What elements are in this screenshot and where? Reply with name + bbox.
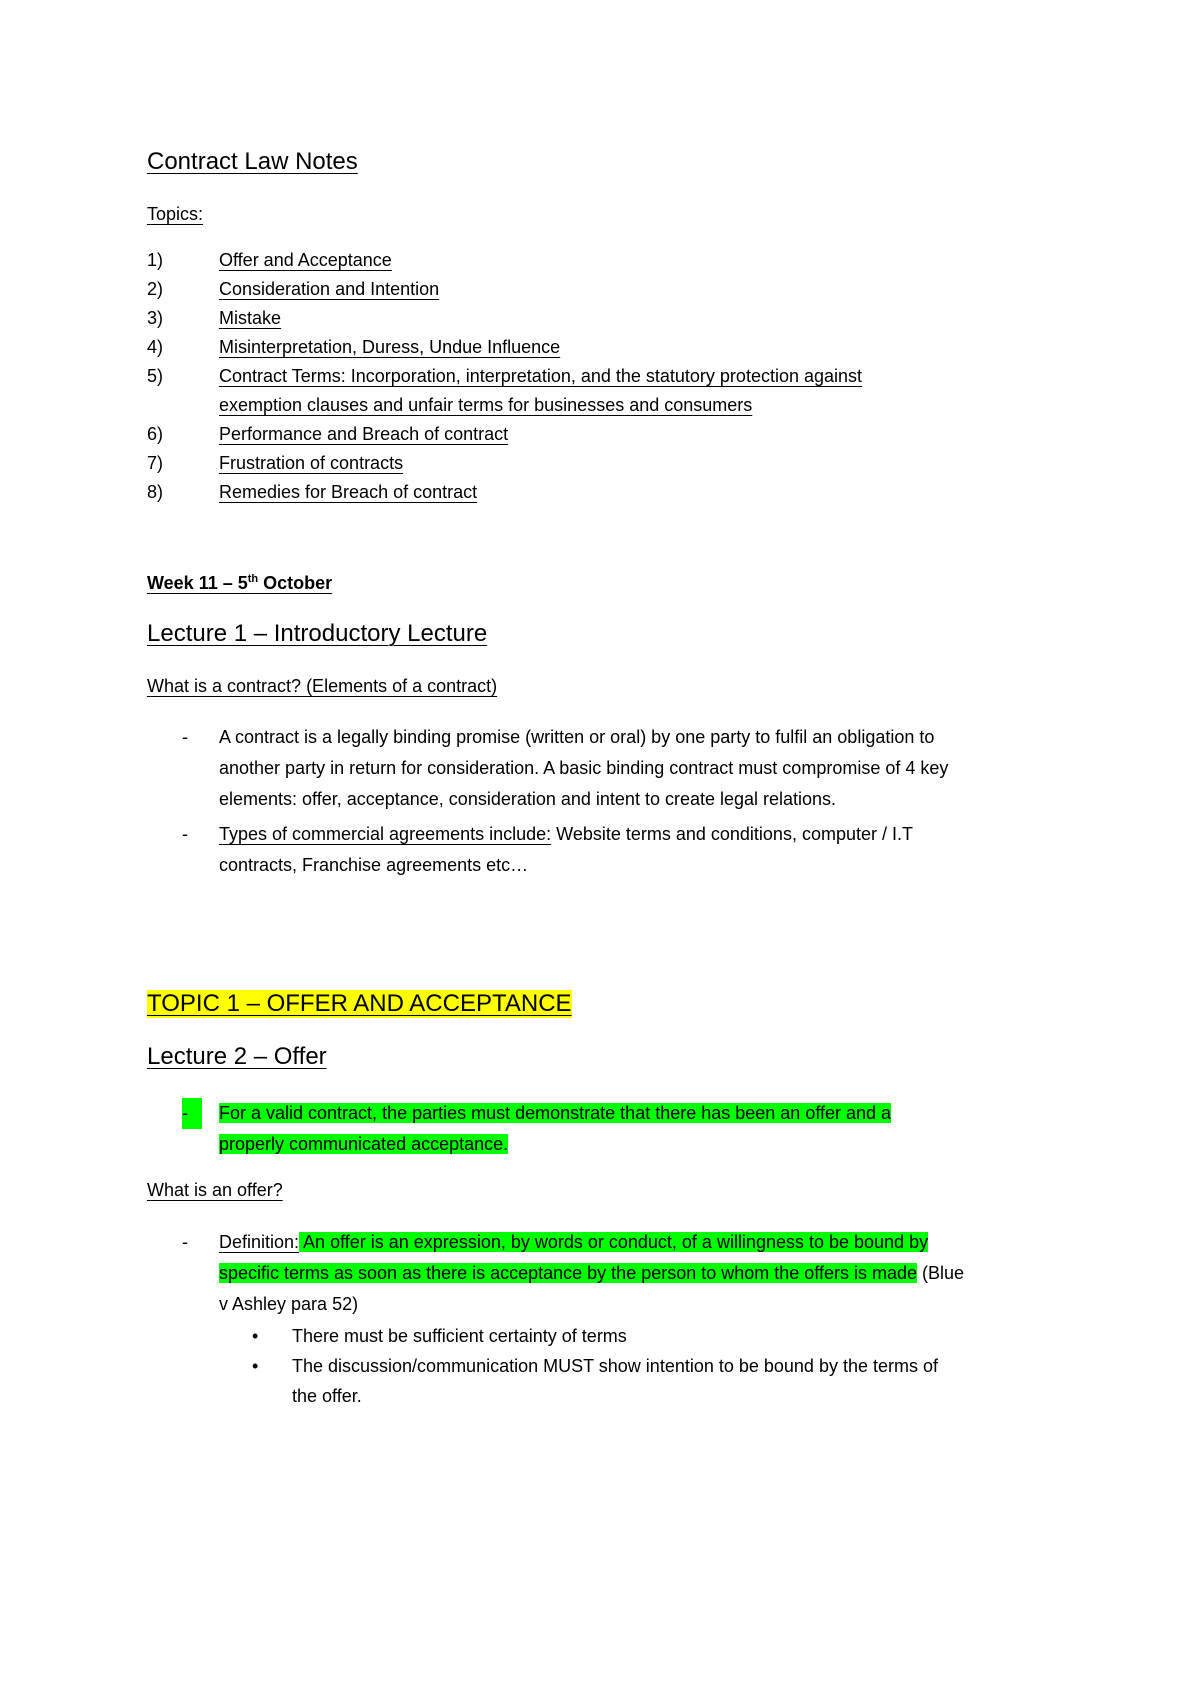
topic-text: Consideration and Intention — [219, 279, 440, 299]
bullet-text — [219, 1098, 1200, 1160]
list-item-text: The discussion/communication MUST show intention to be bound by the terms of — [292, 1356, 938, 1376]
bullet-dash: - — [182, 824, 188, 844]
topic-text: Mistake — [219, 308, 282, 328]
topic-number: 8) — [147, 482, 164, 502]
definition-highlight: specific terms as soon as there is acceptance by the person to whom the offers is made — [219, 1263, 918, 1283]
bullet-lead: Types of commercial agreements include: — [219, 824, 552, 844]
week-superscript: th — [247, 573, 259, 585]
topic-number: 1) — [147, 250, 164, 270]
topic-1-heading: TOPIC 1 – OFFER AND ACCEPTANCE — [147, 990, 572, 1017]
bullet-dot: • — [252, 1326, 259, 1346]
topic-text: Performance and Breach of contract — [219, 424, 509, 444]
definition-citation: (Blue — [917, 1263, 965, 1283]
topic-number: 4) — [147, 337, 164, 357]
topic-item — [147, 246, 862, 275]
lecture-1-heading: Lecture 1 – Introductory Lecture — [147, 620, 488, 647]
lecture-2-heading: Lecture 2 – Offer — [147, 1043, 327, 1070]
bullet-text — [219, 722, 1200, 815]
topic-number: 6) — [147, 424, 164, 444]
topics-label: Topics: — [147, 204, 204, 224]
topic-number: 7) — [147, 453, 164, 473]
topic-item — [147, 275, 862, 304]
definition-highlight: An offer is an expression, by words or conduct, of a willingness to be bound by — [299, 1232, 929, 1252]
topic-item — [147, 449, 862, 478]
bullet-line: contracts, Franchise agreements etc… — [219, 855, 529, 875]
topic-number: 5) — [147, 366, 164, 386]
lecture-1-subheading: What is a contract? (Elements of a contract) — [147, 676, 498, 696]
topic-text-continued: exemption clauses and unfair terms for businesses and consumers — [219, 395, 753, 415]
bullet-dash: - — [182, 1098, 202, 1129]
bullet-dash: - — [182, 727, 188, 747]
topic-item — [147, 420, 862, 449]
bullet-line: For a valid contract, the parties must demonstrate that there has been an offer and a — [219, 1103, 892, 1123]
topics-list — [147, 246, 862, 507]
topic-text: Contract Terms: Incorporation, interpretation, and the statutory protection against — [219, 366, 863, 386]
what-is-an-offer-subheading: What is an offer? — [147, 1180, 283, 1200]
topic-item — [147, 478, 862, 507]
week-suffix: October — [258, 573, 333, 593]
topic-item — [147, 362, 862, 420]
bullet-line: elements: offer, acceptance, consideration and intent to create legal relations. — [219, 789, 837, 809]
topic-text: Offer and Acceptance — [219, 250, 392, 270]
bullet-text — [219, 1227, 1200, 1320]
bullet-line: A contract is a legally binding promise (written or oral) by one party to fulfil an obligation to — [219, 727, 935, 747]
topic-item — [147, 333, 862, 362]
bullet-line: properly communicated acceptance. — [219, 1134, 509, 1154]
list-item — [219, 1321, 938, 1351]
definition-lead: Definition: — [219, 1232, 300, 1252]
week-prefix: Week 11 – 5 — [147, 573, 248, 593]
list-item — [219, 1351, 938, 1411]
topic-number: 2) — [147, 279, 164, 299]
list-item-text: There must be sufficient certainty of terms — [292, 1326, 627, 1346]
document-title: Contract Law Notes — [147, 148, 358, 175]
bullet-dot: • — [252, 1356, 259, 1376]
list-item-text: the offer. — [292, 1386, 362, 1406]
definition-citation: v Ashley para 52) — [219, 1294, 359, 1314]
topic-number: 3) — [147, 308, 164, 328]
topic-text: Frustration of contracts — [219, 453, 404, 473]
topic-text: Misinterpretation, Duress, Undue Influence — [219, 337, 561, 357]
offer-requirements-list — [219, 1321, 938, 1411]
bullet-line: Website terms and conditions, computer / I.T — [551, 824, 913, 844]
topic-item — [147, 304, 862, 333]
week-heading — [147, 573, 332, 594]
bullet-line: another party in return for consideration. A basic binding contract must compromise of 4 key — [219, 758, 949, 778]
bullet-dash: - — [182, 1232, 188, 1252]
bullet-text — [219, 819, 1200, 881]
topic-text: Remedies for Breach of contract — [219, 482, 478, 502]
